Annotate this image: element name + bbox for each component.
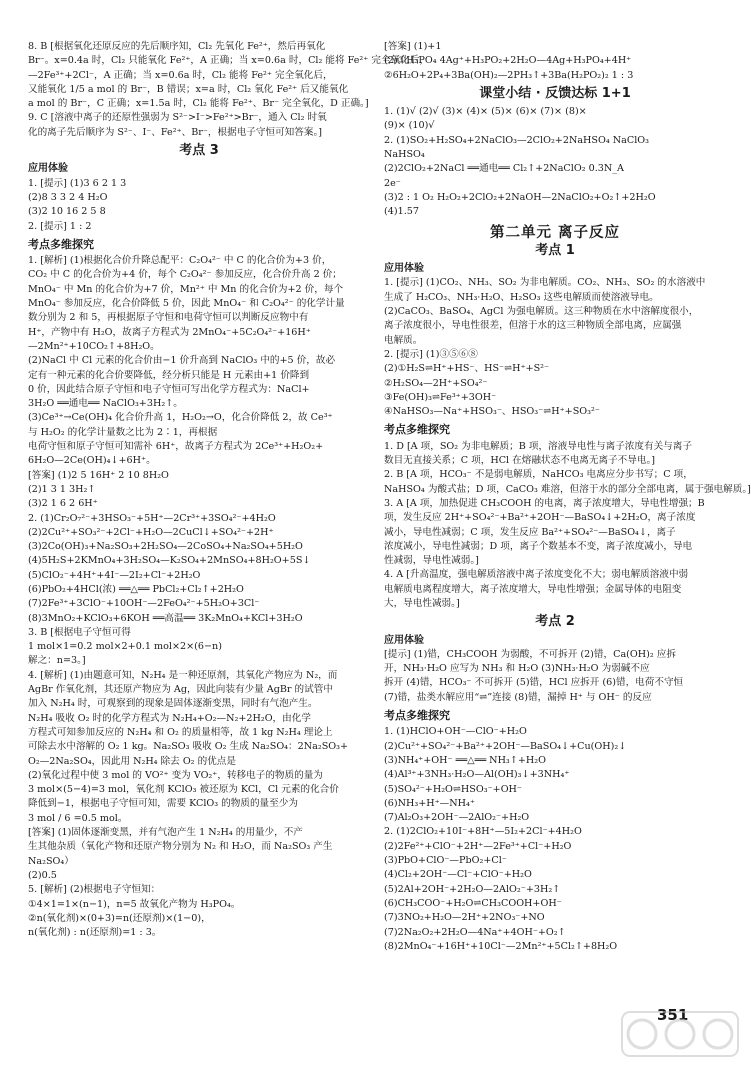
text-line: 2. [提示] (1)③⑤⑥⑧	[384, 348, 478, 360]
text-line: (3)NH₄⁺+OH⁻ ══△══ NH₃↑+H₂O	[384, 754, 546, 766]
text-line: 5. [解析] (2)根据电子守恒知：	[28, 884, 161, 896]
text-line: 3. A [A 项，加热促进 CH₃COOH 的电离，离子浓度增大，导电性增强；B	[384, 497, 705, 509]
text-line: (2)0.5	[28, 869, 57, 881]
text-line: a mol 的 Br⁻，C 正确；x=1.5a 时，Cl₂ 能将 Fe²⁺、Br⁻ 完全氧化，D 正确。]	[28, 98, 369, 110]
text-line: 1. [提示] (1)CO₂、NH₃、SO₂ 为非电解质。CO₂、NH₃、SO₂ 的水溶液中	[384, 277, 706, 289]
text-line: 0 价，因此结合原子守恒和电子守恒可写出化学方程式为：NaCl+	[28, 383, 310, 395]
text-line: 2e⁻	[384, 177, 401, 189]
text-line: 数分别为 2 和 5，再根据原子守恒和电荷守恒可以判断反应物中有	[28, 312, 309, 324]
text-line: 性减弱，导电性减弱。]	[384, 555, 479, 567]
text-line: (5)ClO₂⁻+4H⁺+4I⁻—2I₂+Cl⁻+2H₂O	[28, 569, 201, 581]
text-line: ②H₂SO₄—2H⁺+SO₄²⁻	[384, 377, 488, 389]
text-line: AgBr 作氧化剂，其还原产物应为 Ag，因此向装有少量 AgBr 的试管中	[28, 684, 333, 696]
text-line: 减小，导电性减弱；C 项，发生反应 Ba²⁺+SO₄²⁻—BaSO₄↓，离子	[384, 526, 676, 538]
text-line: (5)SO₄²⁻+H₂O⇌HSO₃⁻+OH⁻	[384, 783, 522, 795]
text-line: —2Mn²⁺+10CO₂↑+8H₂O。	[28, 340, 160, 352]
text-line: 4. [解析] (1)由题意可知，N₂H₄ 是一种还原剂，其氧化产物应为 N₂，而	[28, 669, 338, 681]
text-line: (2)①H₃PO₄ 4Ag⁺+H₃PO₂+2H₂O—4Ag+H₃PO₄+4H⁺	[384, 55, 632, 67]
text-line: 2. (1)SO₂+H₂SO₄+2NaClO₃—2ClO₂+2NaHSO₄ NaClO₃	[384, 134, 649, 146]
text-line: (3)2 : 1 O₂ H₂O₂+2ClO₂+2NaOH—2NaClO₂+O₂↑+2H₂O	[384, 191, 656, 203]
text-line: 可除去水中溶解的 O₂ 1 kg。Na₂SO₃ 吸收 O₂ 生成 Na₂SO₄：2Na₂SO₃+	[28, 741, 349, 753]
text-line: 3 mol×(5−4)=3 mol，氧化剂 KClO₃ 被还原为 KCl，Cl 元素的化合价	[28, 784, 339, 796]
text-line: 加入 N₂H₄ 时，可观察到的现象是固体逐渐变黑，同时有气泡产生。	[28, 698, 318, 710]
text-line: (7)错，盐类水解应用“⇌”连接 (8)错，漏掉 H⁺ 与 OH⁻ 的反应	[384, 691, 652, 703]
text-line: 大，导电性减弱。]	[384, 597, 460, 609]
text-line: —2Fe³⁺+2Cl⁻，A 正确；当 x=0.6a 时，Cl₂ 能将 Fe²⁺ 完全氧化后，	[28, 69, 333, 81]
text-line: N₂H₄ 吸收 O₂ 时的化学方程式为 N₂H₄+O₂—N₂+2H₂O，由化学	[28, 712, 311, 724]
text-line: (2)2Fe²⁺+ClO⁻+2H⁺—2Fe³⁺+Cl⁻+H₂O	[384, 840, 572, 852]
text-line: 2. [提示] 1 : 2	[28, 220, 92, 232]
page-number: 351	[657, 1006, 689, 1024]
text-line: 电解质电离程度增大，离子浓度增大，导电性增强；金属导体的电阻变	[384, 583, 682, 595]
text-line: (2)1 3 1 3H₂↑	[28, 483, 96, 495]
text-line: NaHSO₄ 为酸式盐；D 项，CaCO₃ 难溶，但溶于水的部分全部电离，属于强电解质。]	[384, 483, 751, 495]
text-line: 1. [提示] (1)3 6 2 1 3	[28, 177, 127, 189]
subsection-heading: 考点多维探究	[28, 237, 94, 251]
text-line: O₂—2Na₂SO₄，因此用 N₂H₄ 除去 O₂ 的优点是	[28, 755, 236, 767]
text-line: (6)CH₃COO⁻+H₂O⇌CH₃COOH+OH⁻	[384, 897, 562, 909]
text-line: 4. A [升高温度，强电解质溶液中离子浓度变化不大；弱电解质溶液中弱	[384, 569, 689, 581]
subsection-label: 应用体验	[384, 263, 424, 275]
text-line: 3 mol / 6 =0.5 mol。	[28, 812, 128, 824]
text-line: [答案] (1)固体逐渐变黑，并有气泡产生 1 N₂H₄ 的用量少，不产	[28, 827, 303, 839]
text-line: (3)2Co(OH)₃+Na₂SO₃+2H₂SO₄—2CoSO₄+Na₂SO₄+5H₂O	[28, 541, 303, 553]
text-line: 8. B [根据氧化还原反应的先后顺序知，Cl₂ 先氧化 Fe²⁺，然后再氧化	[28, 41, 326, 52]
text-line: 6H₂O—2Ce(OH)₄↓+6H⁺。	[28, 455, 156, 467]
text-line: (4)1.57	[384, 206, 419, 218]
text-line: (2)Cu²⁺+SO₄²⁻+Ba²⁺+2OH⁻—BaSO₄↓+Cu(OH)₂↓	[384, 740, 627, 752]
text-line: 方程式可知参加反应的 N₂H₄ 和 O₂ 的质量相等，故 1 kg N₂H₄ 理论上	[28, 726, 333, 738]
text-line: 电荷守恒和原子守恒可知需补 6H⁺，故离子方程式为 2Ce³⁺+H₂O₂+	[28, 441, 324, 453]
text-line: (6)NH₃+H⁺—NH₄⁺	[384, 797, 475, 809]
text-line: 3H₂O ══通电══ NaClO₃+3H₂↑。	[28, 398, 183, 410]
text-line: 3. B [根据电子守恒可得	[28, 626, 131, 638]
text-line: ③Fe(OH)₃⇌Fe³⁺+3OH⁻	[384, 391, 497, 403]
text-line: (2)NaCl 中 Cl 元素的化合价由−1 价升高到 NaClO₃ 中的+5 价，故必	[28, 355, 336, 367]
section-heading: 考点 3	[179, 143, 219, 159]
text-line: 1. (1)HClO+OH⁻—ClO⁻+H₂O	[384, 726, 527, 738]
unit-heading: 第二单元 离子反应	[489, 224, 621, 241]
section-heading: 课堂小结 · 反馈达标 1+1	[479, 85, 631, 101]
text-line: 项，发生反应 2H⁺+SO₄²⁻+Ba²⁺+2OH⁻—BaSO₄↓+2H₂O，离子浓度	[384, 512, 696, 524]
watermark-stamp	[620, 1008, 740, 1060]
text-line: NaHSO₄	[384, 149, 425, 161]
text-line: [答案] (1)2 5 16H⁺ 2 10 8H₂O	[28, 469, 169, 481]
text-line: 拆开 (4)错，HCO₃⁻ 不可拆开 (5)错，HCl 应拆开 (6)错，电荷不守恒	[384, 677, 684, 689]
text-line: 1 mol×1=0.2 mol×2+0.1 mol×2×(6−n)	[28, 641, 222, 653]
text-line: 2. (1)2ClO₂+10I⁻+8H⁺—5I₂+2Cl⁻+4H₂O	[384, 826, 582, 838]
text-line: 开，NH₃·H₂O 应写为 NH₃ 和 H₂O (3)NH₃·H₂O 为弱碱不应	[384, 663, 650, 675]
text-line: 与 H₂O₂ 的化学计量数之比为 2∶1，再根据	[28, 426, 218, 438]
text-line: (2)CaCO₃、BaSO₄、AgCl 为强电解质。这三种物质在水中溶解度很小，	[384, 306, 699, 318]
subsection-label: 应用体验	[28, 163, 68, 175]
text-line: 数目无直接关系；C 项，HCl 在熔融状态不电离无离子不导电。]	[384, 455, 656, 467]
text-line: (9)× (10)√	[384, 120, 435, 132]
text-line: (2)①H₂S⇌H⁺+HS⁻、HS⁻⇌H⁺+S²⁻	[384, 363, 550, 375]
text-line: 又能氧化 1/5 a mol 的 Br⁻，B 错误；x=a 时，Cl₂ 氧化 Fe²⁺ 后又能氧化	[28, 83, 349, 95]
text-line: (4)Al³⁺+3NH₃·H₂O—Al(OH)₃↓+3NH₄⁺	[384, 769, 570, 781]
text-line: (6)PbO₂+4HCl(浓) ══△══ PbCl₂+Cl₂↑+2H₂O	[28, 583, 244, 595]
text-line: 1. D [A 项，SO₂ 为非电解质；B 项，溶液导电性与离子浓度有关与离子	[384, 440, 692, 452]
text-line: 1. [解析] (1)根据化合价升降总配平：C₂O₄²⁻ 中 C 的化合价为+3 价，	[28, 255, 332, 267]
text-line: 电解质。	[384, 334, 423, 346]
text-line: 定有一种元素的化合价要降低，经分析只能是 H 元素由+1 价降到	[28, 369, 310, 381]
text-line: 解之：n=3。]	[28, 655, 86, 667]
text-line: H⁺，产物中有 H₂O，故离子方程式为 2MnO₄⁻+5C₂O₄²⁻+16H⁺	[28, 326, 311, 338]
text-line: MnO₄⁻ 参加反应，化合价降低 5 价，因此 MnO₄⁻ 和 C₂O₄²⁻ 的化学计量	[28, 298, 345, 310]
text-line: ④NaHSO₃—Na⁺+HSO₃⁻、HSO₃⁻⇌H⁺+SO₃²⁻	[384, 406, 600, 418]
text-line: (2)2Cu²⁺+SO₃²⁻+2Cl⁻+H₂O—2CuCl↓+SO₄²⁻+2H⁺	[28, 526, 274, 538]
subsection-heading: 考点多维探究	[384, 423, 450, 437]
text-line: 生其他杂质（氧化产物和还原产物分别为 N₂ 和 H₂O，而 Na₂SO₃ 产生	[28, 841, 333, 853]
text-line: (2)8 3 3 2 4 H₂O	[28, 191, 108, 203]
text-line: (7)3NO₂+H₂O—2H⁺+2NO₃⁻+NO	[384, 912, 545, 924]
section-heading: 考点 1	[535, 242, 575, 258]
text-line: (8)3MnO₂+KClO₃+6KOH ══高温══ 3K₂MnO₄+KCl+3H₂O	[28, 612, 303, 624]
text-line: 2. B [A 项，HCO₃⁻ 不是弱电解质，NaHCO₃ 电离应分步书写；C 项，	[384, 469, 693, 481]
text-line: 浓度减小，导电性减弱；D 项，离子个数基本不变，离子浓度减小，导电	[384, 540, 693, 552]
text-line: n(氧化剂) : n(还原剂)=1 : 3。	[28, 927, 162, 939]
text-line: [答案] (1)+1	[384, 41, 442, 52]
text-line: (5)2Al+2OH⁻+2H₂O—2AlO₂⁻+3H₂↑	[384, 883, 561, 895]
text-line: 离子浓度很小，导电性很差，但溶于水的这三种物质全部电离，应属强	[384, 320, 682, 332]
text-line: ②n(氧化剂)×(0+3)=n(还原剂)×(1−0)，	[28, 912, 211, 924]
text-line: [提示] (1)错，CH₃COOH 为弱酸，不可拆开 (2)错，Ca(OH)₂ 应拆	[384, 648, 676, 660]
text-line: (3)Ce³⁺→Ce(OH)₄ 化合价升高 1，H₂O₂→O，化合价降低 2，故 Ce³⁺	[28, 412, 333, 424]
text-line: (3)2 10 16 2 5 8	[28, 206, 106, 218]
subsection-label: 应用体验	[384, 634, 424, 646]
text-line: 生成了 H₂CO₃、NH₃·H₂O、H₂SO₃ 这些电解质而使溶液导电。	[384, 291, 659, 303]
text-line: (7)2Na₂O₂+2H₂O—4Na⁺+4OH⁻+O₂↑	[384, 926, 566, 938]
text-line: (7)2Fe³⁺+3ClO⁻+10OH⁻—2FeO₄²⁻+5H₂O+3Cl⁻	[28, 598, 260, 610]
text-line: ②6H₂O+2P₄+3Ba(OH)₂—2PH₃↑+3Ba(H₂PO₂)₂ 1 : 3	[384, 69, 634, 81]
text-line: (8)2MnO₄⁻+16H⁺+10Cl⁻—2Mn²⁺+5Cl₂↑+8H₂O	[384, 940, 618, 952]
text-line: (2)氧化过程中使 3 mol 的 VO²⁺ 变为 VO₂⁺，转移电子的物质的量为	[28, 769, 323, 781]
text-line: MnO₄⁻ 中 Mn 的化合价为+7 价，Mn²⁺ 中 Mn 的化合价为+2 价，每个	[28, 283, 344, 295]
section-heading: 考点 2	[535, 614, 575, 630]
text-line: (7)Al₂O₃+2OH⁻—2AlO₂⁻+H₂O	[384, 812, 530, 824]
text-line: 9. C [溶液中离子的还原性强弱为 S²⁻>I⁻>Fe²⁺>Br⁻，通入 Cl₂ 时氧	[28, 112, 327, 124]
text-line: 降低到−1，根据电子守恒可知，需要 KClO₃ 的物质的量至少为	[28, 798, 298, 810]
text-line: (3)PbO+ClO⁻—PbO₂+Cl⁻	[384, 855, 507, 867]
text-line: (4)Cl₂+2OH⁻—Cl⁻+ClO⁻+H₂O	[384, 869, 532, 881]
right-column	[384, 40, 751, 954]
text-line: (3)2 1 6 2 6H⁺	[28, 498, 98, 510]
text-line: (4)5H₂S+2KMnO₄+3H₂SO₄—K₂SO₄+2MnSO₄+8H₂O+5S↓	[28, 555, 311, 567]
text-line: ①4×1=1×(n−1)，n=5 故氧化产物为 H₃PO₄。	[28, 898, 241, 910]
text-line: 1. (1)√ (2)√ (3)× (4)× (5)× (6)× (7)× (8)×	[384, 106, 587, 118]
text-line: Na₂SO₄）	[28, 855, 74, 867]
text-line: CO₂ 中 C 的化合价为+4 价，每个 C₂O₄²⁻ 参加反应，化合价升高 2 价；	[28, 269, 342, 281]
text-line: (2)2ClO₂+2NaCl ══通电══ Cl₂↑+2NaClO₂ 0.3N_A	[384, 163, 624, 175]
text-line: 2. (1)Cr₂O₇²⁻+3HSO₃⁻+5H⁺—2Cr³⁺+3SO₄²⁻+4H₂O	[28, 512, 276, 524]
text-line: Br⁻。x=0.4a 时，Cl₂ 只能氧化 Fe²⁺，A 正确；当 x=0.6a 时，Cl₂ 能将 Fe²⁺ 完全氧化后，	[28, 55, 429, 67]
text-line: 化的离子先后顺序为 S²⁻、I⁻、Fe²⁺、Br⁻，根据电子守恒可知答案。]	[28, 126, 322, 138]
subsection-heading: 考点多维探究	[384, 709, 450, 723]
